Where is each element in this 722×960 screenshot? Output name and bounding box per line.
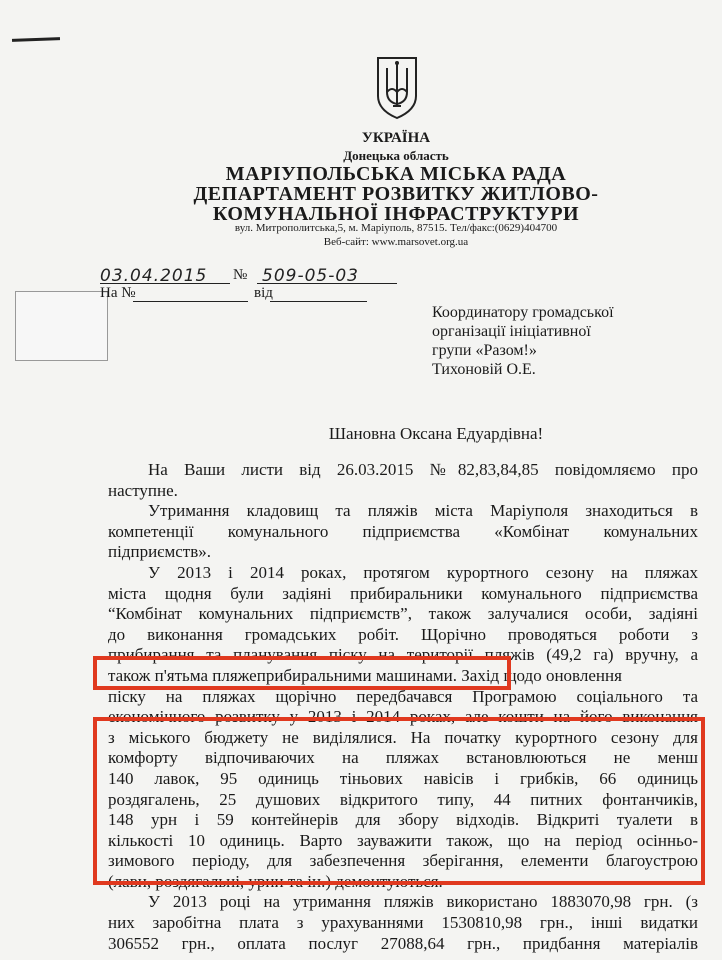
addressee-line: Тихоновій О.Е. xyxy=(432,361,536,378)
number-underline xyxy=(257,283,397,284)
coat-of-arms-icon xyxy=(375,56,419,120)
body-line: 140 лавок, 95 одиниць тіньових навісів і грибків, 66 одиниць xyxy=(108,768,698,788)
body-line: наступне. xyxy=(108,480,178,500)
country-name: УКРАЇНА xyxy=(361,130,431,146)
from-label: від xyxy=(254,285,273,301)
addressee-block xyxy=(432,303,614,379)
body-line: “Комбінат комунальних підприємств”, також залучалися особи, задіяні xyxy=(108,604,698,624)
greeting: Шановна Оксана Едуардівна! xyxy=(328,424,544,443)
department-line-2: КОМУНАЛЬНОЇ ІНФРАСТРУКТУРИ xyxy=(212,203,580,225)
redaction-box xyxy=(15,291,108,361)
body-line: роздягалень, 25 душових відкритого типу, 44 питних фонтанчиків, xyxy=(108,789,698,809)
registration-number-label: № xyxy=(233,267,248,283)
body-line: з міського бюджету не виділялися. На початку курортного сезону для xyxy=(108,727,698,747)
body-line: Утримання кладовищ та пляжів міста Маріуполя знаходиться в xyxy=(148,501,698,521)
body-line: до виконання громадських робіт. Щорічно проводяться роботи з xyxy=(108,624,698,644)
body-line: У 2013 і 2014 роках, протягом курортного сезону на пляжах xyxy=(148,562,698,582)
body-line: кількості 10 одиниць. Варто зауважити також, що на період осінньо- xyxy=(108,830,698,850)
registration-number: 509-05-03 xyxy=(262,266,359,286)
body-line: економічного розвитку у 2013 і 2014 роках, але кошти на його виконання xyxy=(108,707,698,727)
body-line: комфорту відпочиваючих на пляжах встановлюються не менш xyxy=(108,748,698,768)
registration-date: 03.04.2015 xyxy=(100,266,208,286)
body-line: міста щодня були задіяні прибиральники комунального підприємства xyxy=(108,583,698,603)
body-line: (лави, роздягальні, урни та ін.) демонтуються. xyxy=(108,871,443,891)
date-underline xyxy=(100,283,230,284)
addressee-line: Координатору громадської xyxy=(432,304,614,321)
body-line: них заробітна плата з урахуваннями 1530810,98 грн., інші видатки xyxy=(108,913,698,933)
highlighted-phrase: також п'ятьма пляжеприбиральними машинами. xyxy=(108,665,458,685)
reference-label: На № xyxy=(100,285,136,301)
reference-underline xyxy=(133,301,248,302)
body-fragment: Захід щодо оновлення xyxy=(461,665,622,685)
highlight-box-machines xyxy=(93,656,511,690)
from-underline xyxy=(270,301,367,302)
page-mark xyxy=(12,37,60,42)
highlight-box-amenities xyxy=(93,717,705,885)
body-line: прибирання та планування піску на території пляжів (49,2 га) вручну, а xyxy=(108,645,698,665)
body-line: У 2013 році на утримання пляжів використано 1883070,98 грн. (з xyxy=(148,892,698,912)
body-line: піску на пляжах щорічно передбачався Програмою соціального та xyxy=(108,686,698,706)
body-line: 306552 грн., оплата послуг 27088,64 грн., придбання матеріалів xyxy=(108,933,698,953)
body-line: зимового періоду, для забезпечення зберігання, елементи благоустрою xyxy=(108,851,698,871)
department-address: вул. Митрополитська,5, м. Маріуполь, 87515. Тел/факс:(0629)404700 xyxy=(234,222,558,234)
department-line-1: ДЕПАРТАМЕНТ РОЗВИТКУ ЖИТЛОВО- xyxy=(193,183,599,205)
body-line: На Ваши листи від 26.03.2015 №82,83,84,85 повідомляємо про xyxy=(148,460,698,479)
region-name: Донецька область xyxy=(343,148,449,163)
council-name: МАРІУПОЛЬСЬКА МІСЬКА РАДА xyxy=(225,163,567,185)
addressee-line: організації ініціативної xyxy=(432,323,591,340)
addressee-line: групи «Разом!» xyxy=(432,342,537,359)
department-website: Веб-сайт: www.marsovet.org.ua xyxy=(323,236,469,248)
body-line: 148 урн і 59 контейнерів для збору відходів. Відкриті туалети в xyxy=(108,810,698,830)
body-line: компетенції комунального підприємства «Комбінат комунальних xyxy=(108,521,698,541)
body-line: підприємств». xyxy=(108,542,211,562)
